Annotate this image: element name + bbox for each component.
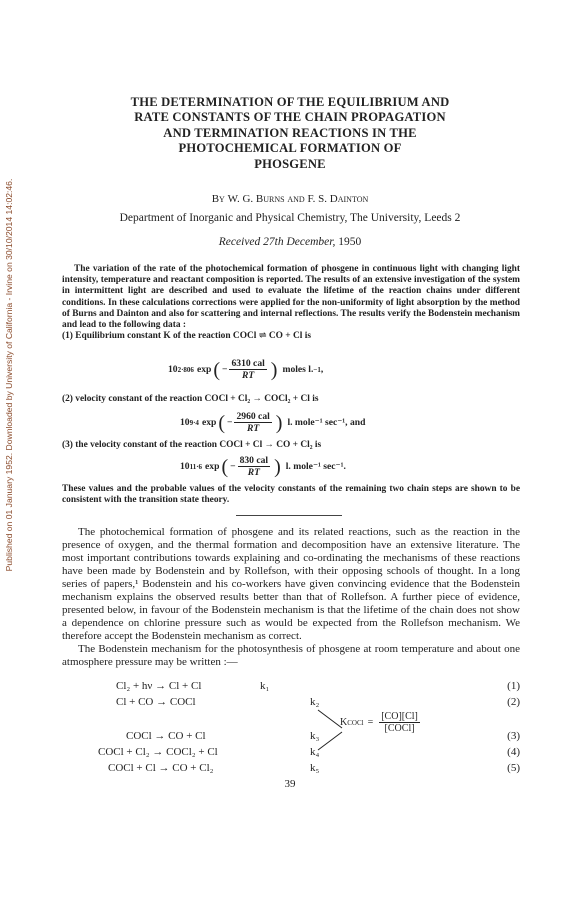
eq1-tail: , [320,364,324,375]
equation-3 [180,455,346,478]
eq3-denominator: RT [247,467,260,478]
received-label: Received 27th December, [218,236,336,248]
right-paren: ) [274,455,281,478]
eq1-exponent: 2·806 [177,365,194,374]
eq1-numerator: 6310 cal [231,358,265,369]
right-paren: ) [270,358,278,381]
reaction-1-constant: k₁ [260,680,270,692]
eq2-units: l. mole⁻¹ sec⁻¹, and [287,417,366,428]
title-line: PHOSGENE [254,156,326,171]
received-year: 1950 [338,236,362,248]
eq1-units-exponent: −1 [313,365,321,374]
authors [60,193,520,205]
abstract-closing: These values and the probable values of the velocity constants of the remaining two chain steps are shown to be consistent with the transition state theory. [62,484,520,506]
abstract-item-3: (3) the velocity constant of the reaction COCl + Cl → CO + Cl₂ is [62,440,322,450]
eq3-exponent: 11·6 [189,462,203,471]
eq1-units: moles l. [282,364,314,375]
reaction-1-equation: Cl₂ + hν → Cl + Cl [116,680,202,692]
eq1-exp: exp [196,364,212,375]
body-text [62,526,520,669]
affiliation: Department of Inorganic and Physical Chemistry, The University, Leeds 2 [119,212,461,224]
right-paren: ) [275,411,283,434]
eq2-numerator: 2960 cal [236,411,270,422]
reaction-5-constant: k₅ [310,762,320,774]
author-2: F. S. Dainton [307,193,369,205]
body-paragraph-1: The photochemical formation of phosgene and its related reactions, such as the reaction in the presence of oxygen, and the thermal formation and decomposition have an extensive literature. The most important contributions towards explaining and co-ordinating the mechanisms of these reactions have been made by Bodenstein and by Rollefson, with their opposing schools of thought. In a long series of papers,¹ Bodenstein and his co-workers have given convincing evidence that the Bodenstein mechanism explains the observed results better than that of Rollefson. A further piece of evidence, presented below, in favour of the Bodenstein mechanism is that the lifetime of the chain does not show a dependence on chlorine pressure such as would be expected from the Rollefson mechanism. We therefore accept the Bodenstein mechanism as correct. [62,526,520,642]
equilibrium-constant-expression [340,711,422,734]
eq1-fraction [229,358,266,381]
author-1: W. G. Burns [227,193,285,205]
left-paren: ( [213,358,220,381]
download-notice-text: Published on 01 January 1952. Downloaded by University of California - Irvine on 30/10/2014 14:02:46. [4,178,14,572]
reaction-5-equation: COCl + Cl → CO + Cl₂ [108,762,214,774]
equation-1 [168,358,323,381]
eq2-sign: − [227,417,233,428]
eq3-fraction [238,455,271,478]
abstract [62,264,520,342]
abstract-item-2-block [62,394,520,405]
eq3-sign: − [230,461,236,472]
paper-title [70,95,510,172]
abstract-item-3-block [62,440,520,451]
eq1-base: 10 [168,364,178,375]
reaction-4-equation: COCl + Cl₂ → COCl₂ + Cl [98,746,218,758]
eq2-exponent: 9·4 [189,418,199,427]
eq3-exp: exp [205,461,220,472]
eq2-fraction [234,411,271,434]
kcocl-fraction [379,711,420,734]
eq1-sign: − [222,364,228,375]
eq1-denominator: RT [241,370,255,381]
abstract-item-2: (2) velocity constant of the reaction COCl + Cl₂ → COCl₂ + Cl is [62,394,319,404]
equation-2 [180,411,365,434]
abstract-item-1: (1) Equilibrium constant K of the reaction COCl ⇌ CO + Cl is [62,331,311,342]
reaction-2-equation: Cl + CO → COCl [116,696,196,708]
title-line: PHOTOCHEMICAL FORMATION OF [178,141,402,156]
kcocl-denominator: [COCl] [384,723,415,734]
reaction-3-constant: k₃ [310,730,320,742]
kcocl-equals: = [367,717,374,728]
title-line: THE DETERMINATION OF THE EQUILIBRIUM AND [130,95,450,109]
kcocl-numerator: [CO][Cl] [381,711,418,722]
and-label: and [287,193,305,205]
reaction-3-equation: COCl → CO + Cl [126,730,206,742]
reaction-5-number: (5) [507,762,520,774]
reaction-4-number: (4) [507,746,520,758]
eq3-base: 10 [180,461,190,472]
eq2-denominator: RT [246,423,260,434]
reaction-3-number: (3) [507,730,520,742]
section-divider [236,515,342,516]
eq2-exp: exp [201,417,217,428]
reaction-2-constant: k₂ [310,696,320,708]
title-line: RATE CONSTANTS OF THE CHAIN PROPAGATION [134,110,446,125]
left-paren: ( [221,455,229,478]
reaction-1-number: (1) [507,680,520,692]
page-number: 39 [284,778,296,790]
kcocl-subscript: COCl [347,718,364,727]
by-label: By [211,193,225,205]
reaction-4-constant: k₄ [310,746,320,758]
title-line: AND TERMINATION REACTIONS IN THE [163,125,417,140]
received-date [60,236,520,248]
reaction-2-number: (2) [507,696,520,708]
download-notice [2,90,16,660]
abstract-closing-block [62,484,520,506]
abstract-intro: The variation of the rate of the photochemical formation of phosgene in continuous light with changing light intensity, temperature and reactant composition is reported. The results of an extensive investigation of the system in intermittent light are described and used to evaluate the lifetime of the reaction chains under different conditions. In these calculations corrections were applied for the non-uniformity of light absorption by the method of Burns and Dainton and also for scattering and internal reflections. The results verify the Bodenstein mechanism and lead to the following data : [62,264,520,331]
eq2-base: 10 [180,417,190,428]
left-paren: ( [218,411,225,434]
body-paragraph-2: The Bodenstein mechanism for the photosynthesis of phosgene at room temperature and about one atmosphere pressure may be written :— [62,643,520,668]
eq3-numerator: 830 cal [239,455,269,466]
eq3-units: l. mole⁻¹ sec⁻¹. [285,461,346,472]
kcocl-symbol: K [340,717,348,728]
